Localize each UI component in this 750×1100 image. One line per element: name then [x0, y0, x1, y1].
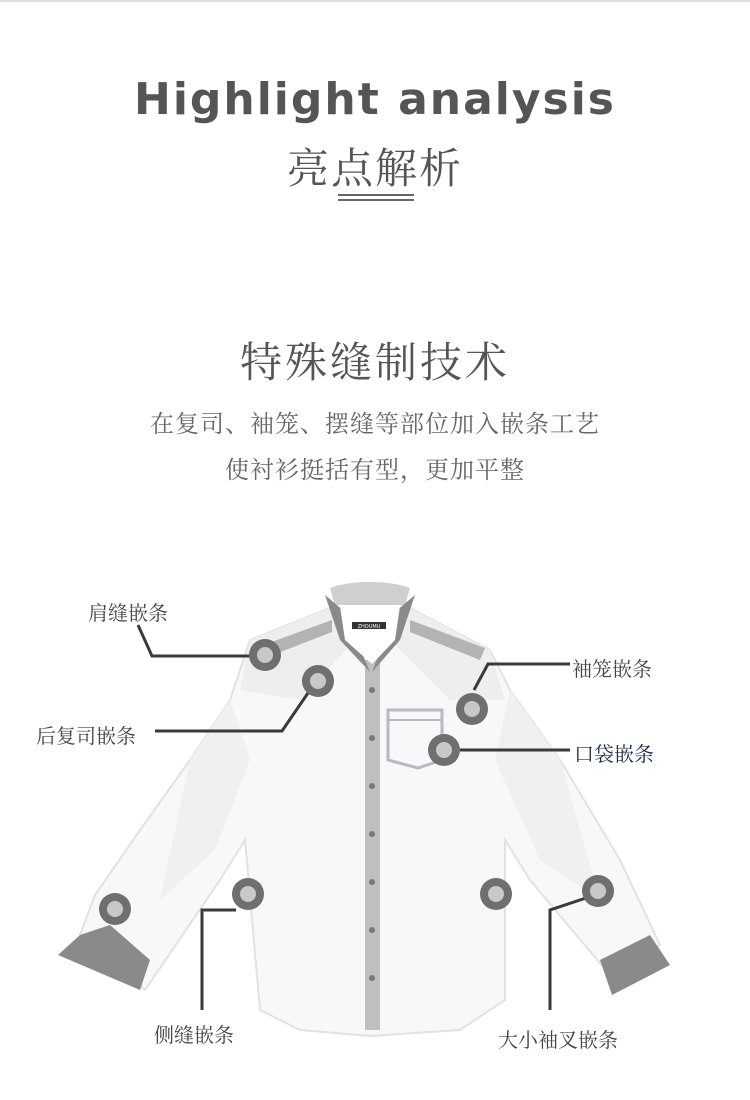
callout-sleeve-placket: 大小袖叉嵌条	[498, 1028, 618, 1052]
title-underline-2	[338, 199, 414, 201]
top-divider	[0, 0, 750, 2]
page-title-chinese: 亮点解析	[286, 144, 463, 193]
section-description-line-1: 在复司、袖笼、摆缝等部位加入嵌条工艺	[150, 410, 600, 438]
marker-sleeve-left	[99, 893, 131, 925]
marker-back-yoke	[302, 665, 334, 697]
callout-pocket: 口袋嵌条	[574, 742, 654, 766]
title-underline	[338, 194, 414, 196]
callout-back-yoke: 后复司嵌条	[36, 724, 136, 748]
marker-shoulder	[249, 639, 281, 671]
section-title: 特殊缝制技术	[239, 338, 510, 387]
callout-shoulder-seam: 肩缝嵌条	[88, 601, 168, 625]
brand-label: ZHOUMU	[357, 624, 381, 630]
marker-sleeve-right	[582, 875, 614, 907]
marker-side-seam-right	[480, 878, 512, 910]
section-description-line-2: 使衬衫挺括有型，更加平整	[225, 456, 525, 484]
page-title-english: Highlight analysis	[134, 74, 616, 125]
button-placket	[365, 660, 380, 1030]
marker-armhole	[456, 693, 488, 725]
callout-side-seam: 侧缝嵌条	[154, 1023, 234, 1047]
marker-pocket	[428, 734, 460, 766]
marker-side-seam-left	[232, 878, 264, 910]
callout-armhole: 袖笼嵌条	[572, 657, 652, 681]
